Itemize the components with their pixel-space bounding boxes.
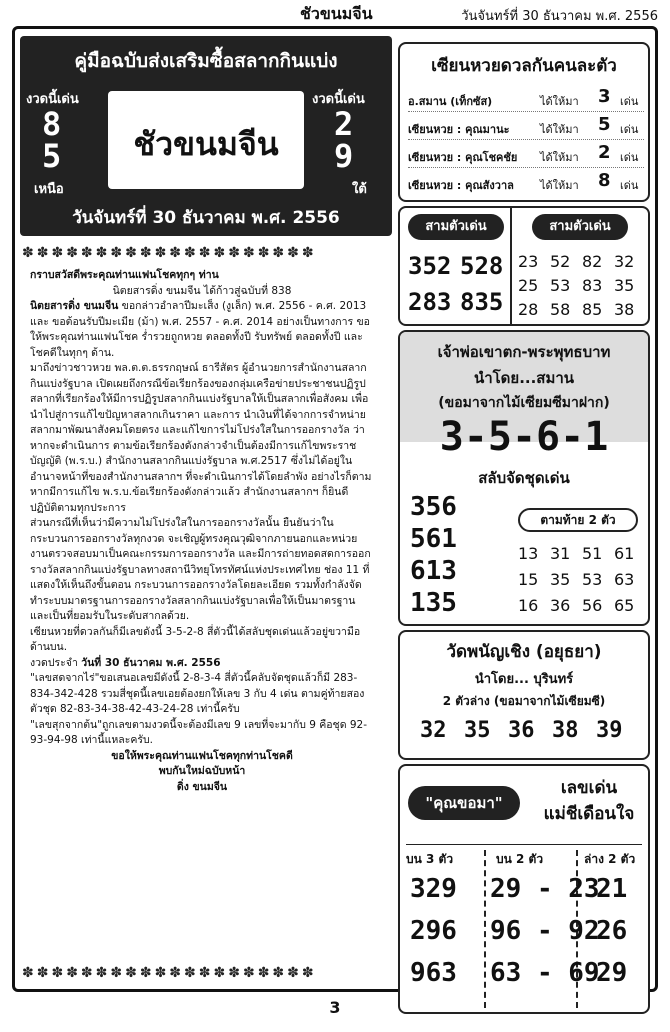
closing-3: ดิ่ง ขนมจีน (176, 780, 228, 793)
duel-box (398, 42, 650, 202)
khunkhom-value: 963 (410, 958, 457, 988)
two-digit-value: 83 (582, 276, 603, 295)
left-column (20, 36, 392, 986)
right-top-digit: 2 (334, 105, 354, 143)
monk-two-digit: 65 (614, 596, 635, 615)
monk-two-digit: 15 (518, 570, 539, 589)
two-digit-value: 28 (518, 300, 539, 319)
monk-two-digit: 36 (550, 596, 571, 615)
two-digit-value: 52 (550, 252, 571, 271)
masthead-date: วันจันทร์ที่ 30 ธันวาคม พ.ศ. 2556 (72, 208, 340, 228)
top-bar (0, 0, 670, 26)
three-digit-label-right: สามตัวเด่น (532, 214, 628, 240)
top-logo: ชัวขนมจีน (300, 4, 373, 23)
khunkhom-pill: "คุณขอมา" (408, 786, 520, 820)
two-digit-value: 38 (614, 300, 635, 319)
duel-row: เซียนหวย : คุณมานะ ได้ให้มา 5 เด่น (408, 114, 644, 140)
right-foot: ใต้ (352, 182, 367, 197)
duel-title: เซียนหวยดวลกันคนละตัว (431, 56, 617, 76)
monk-two-digit: 13 (518, 544, 539, 563)
two-digit-value: 85 (582, 300, 603, 319)
three-digit-value: 835 (460, 288, 504, 316)
three-digit-value: 528 (460, 252, 504, 280)
two-digit-value: 53 (550, 276, 571, 295)
monk-two-digit: 51 (582, 544, 603, 563)
monk-two-digit: 16 (518, 596, 539, 615)
closing-2: พบกันใหม่ฉบับหน้า (158, 765, 246, 777)
khunkhom-value: 29 (596, 958, 628, 988)
khunkhom-col-3: ล่าง 2 ตัว (584, 852, 636, 866)
paragraph-2: มาถึงข่าวชาวหวย พล.ต.ต.ธรรกฤษณ์ ธารีสัตร ผู้อำนวยการสำนักงานสลากกินแบ่งรัฐบาล เปิดเผยถึงกรณีข้อเรียกร้องของกลุ่มเครือข่ายประชาชนปฏิรูปสลากที่เรียกร้องให้มีการปฏิรูปสลากกินแบ่งรัฐบาลให้เป็นสลากเพื่อสังคม เพื่อนำไปสู่การแก้ไขปัญหาสลากเกินราคา และการ นำเงินที่ได้จากการจำหน่ายสลากมาพัฒนาสังคมโดยตรง และแก้ไขการไม่โปร่งใสในการออกรางวัล ว่า หากจะดำเนินการ ตามข้อเรียกร้องดังกล่าวจำเป็นต้องมีการแก้ไขพระราชบัญญัติ (พ.ร.บ.) สำนักงานสลากกินแบ่งรัฐบาล พ.ศ.2517 ซึ่งไม่ได้อยู่ในอำนาจหน้าที่ของสำนักงานสลากฯ ที่จะดำเนินการได้โดยลำพัง อย่างไรก็ตาม หากมีการแก้ไข พ.ร.บ.ข้อเรียกร้องดังกล่าวแล้ว สำนักงานสลากฯ ก็ยินดีปฏิบัติตามทุกประการ (30, 362, 372, 514)
issue-line: นิตยสารดิ่ง ขนมจีน ได้ก้าวสู่ฉบับที่ 838 (112, 284, 292, 297)
temple-value: 39 (596, 718, 623, 743)
article (30, 268, 374, 795)
greeting: กราบสวัสดีพระคุณท่านแฟนโชคทุกๆ ท่าน (30, 269, 219, 281)
monk-two-digit: 35 (550, 570, 571, 589)
khunkhom-col-2: บน 2 ตัว (496, 852, 544, 866)
monk-three-digit: 613 (410, 556, 457, 586)
khunkhom-box (398, 764, 650, 1014)
left-label: งวดนี้เด่น (26, 92, 79, 107)
khunkhom-value: 29 - 23 (490, 874, 600, 904)
left-foot: เหนือ (34, 182, 64, 197)
period-line: งวดประจำ วันที่ 30 ธันวาคม พ.ศ. 2556 (30, 656, 221, 669)
two-digit-value: 58 (550, 300, 571, 319)
khunkhom-divider-1 (484, 850, 486, 1008)
monk-subtitle: สลับจัดชุดเด่น (478, 469, 570, 487)
khunkhom-value: 296 (410, 916, 457, 946)
three-digit-label-left: สามตัวเด่น (408, 214, 504, 240)
temple-by: นำโดย... บุรินทร์ (474, 672, 574, 687)
star-border-bottom: ✽✽✽✽✽✽✽✽✽✽✽✽✽✽✽✽✽✽✽✽ (22, 965, 317, 981)
closing-1: ขอให้พระคุณท่านแฟนโชคทุกท่านโชคดี (111, 749, 293, 762)
khunkhom-value: 21 (596, 874, 628, 904)
khunkhom-value: 26 (596, 916, 628, 946)
right-label: งวดนี้เด่น (312, 92, 365, 107)
two-digit-value: 32 (614, 252, 635, 271)
paragraph-3: ส่วนกรณีที่เห็นว่ามีความไม่โปร่งใสในการออกรางวัลนั้น ยืนยันว่าในกระบวนการออกรางวัลทุกงวด จะเชิญผู้ทรงคุณวุฒิจากภายนอกและหน่วยงานตรวจสอบมาเป็นคณะกรรมการออกรางวัล และมีการถ่ายทอดสดการออกรางวัลสลากกินแบ่งรัฐบาลทางสถานีวิทยุโทรทัศน์แห่งประเทศไทย ช่อง 11 ที่แสดงให้เห็นถึงขั้นตอน กระบวนการออกรางวัลโดยละเอียด รวมทั้งกำลังจัดทำระบบมาตรฐานการออกรางวัลสลากกินแบ่งรัฐบาลเพื่อให้เป็นมาตรฐาน และเป็นที่ยอมรับในระดับสากลด้วย. (30, 517, 371, 622)
khunkhom-value: 63 - 69 (490, 958, 600, 988)
two-digit-value: 25 (518, 276, 539, 295)
temple-note: 2 ตัวล่าง (ขอมาจากไม้เซียมซี) (442, 694, 606, 708)
two-digit-value: 82 (582, 252, 603, 271)
monk-two-digit: 53 (582, 570, 603, 589)
page-number: 3 (329, 998, 341, 1017)
two-digit-value: 35 (614, 276, 635, 295)
masthead-logo (108, 91, 304, 189)
two-digit-value: 23 (518, 252, 539, 271)
star-border-top: ✽✽✽✽✽✽✽✽✽✽✽✽✽✽✽✽✽✽✽✽ (22, 245, 317, 261)
monk-two-digit: 63 (614, 570, 635, 589)
khunkhom-rule (406, 844, 642, 845)
khunkhom-title-1: เลขเด่น (560, 778, 618, 798)
three-digit-box (398, 206, 650, 326)
monk-title-2: นำโดย...สมาน (473, 369, 575, 387)
monk-two-digit: 31 (550, 544, 571, 563)
temple-value: 38 (552, 718, 579, 743)
top-date: วันจันทร์ที่ 30 ธันวาคม พ.ศ. 2556 (461, 9, 658, 24)
monk-two-digit: 61 (614, 544, 635, 563)
temple-title: วัดพนัญเชิง (อยุธยา) (446, 642, 602, 662)
monk-two-digit: 56 (582, 596, 603, 615)
paragraph-6: "เลขสุกจากต้น"ถูกเลขตามงวดนี้จะต้องมีเลข 9 เลขที่จะมากับ 9 คือชุด 92-93-94-98 เท่านี้แหละครับ. (30, 718, 367, 746)
masthead-logo-text: ชัวขนมจีน (133, 125, 279, 163)
duel-row: เซียนหวย : คุณโชคชัย ได้ให้มา 2 เด่น (408, 142, 644, 168)
temple-value: 35 (464, 718, 491, 743)
khunkhom-value: 96 - 92 (490, 916, 600, 946)
khunkhom-value: 329 (410, 874, 457, 904)
temple-value: 32 (420, 718, 447, 743)
monk-three-digit: 135 (410, 588, 457, 618)
khunkhom-col-1: บน 3 ตัว (406, 852, 454, 866)
temple-value: 36 (508, 718, 535, 743)
monk-title-1: เจ้าพ่อเขาตก-พระพุทธบาท (437, 343, 611, 361)
masthead-title: คู่มือฉบับส่งเสริมซื้อสลากกินแบ่ง (74, 50, 338, 72)
monk-main-number: 3-5-6-1 (439, 414, 609, 460)
paragraph-5: "เลขสดจากไร่"ขอเสนอเลขมีดังนี้ 2-8-3-4 สี่ตัวนี้คลับจัดชุดแล้วก็มี 283-834-342-428 รวมสี่ชุดนี้เลขเอยต้องยกให้เลข 3 กับ 4 เด่น ตามคู่ท้ายสองตัวชุด 82-83-34-38-42-43-24-28 เท่านี้ครับ (30, 672, 365, 715)
right-bottom-digit: 9 (334, 137, 354, 175)
duel-row: เซียนหวย : คุณสังวาล ได้ให้มา 8 เด่น (408, 170, 639, 192)
paragraph-4: เซียนหวยที่ดวลกันก็มีเลขดังนี้ 3-5-2-8 สี่ตัวนี้ได้สลับชุดเด่นแล้วอยู่ขวามือด้านบน. (30, 625, 361, 653)
paragraph-1: นิตยสารดิ่ง ขนมจีน ขอกล่าวอำลาปีมะเส็ง (งูเล็ก) พ.ศ. 2556 - ค.ศ. 2013 และ ขอต้อนรับปีมะเมีย (ม้า) พ.ศ. 2557 - ค.ศ. 2014 อย่างเป็นทางการ ขอให้พระคุณท่านแฟนโชค ร่ำรวยถูกหวย ตลอดทั้งปี รับทรัพย์ ตลอดทั้งปี และโชคดีในทุกๆ ด้าน. (30, 300, 370, 359)
monk-tail-label: ตามท้าย 2 ตัว (518, 508, 638, 532)
monk-three-digit: 561 (410, 524, 457, 554)
khunkhom-title-2: แม่ชีเดือนใจ (543, 804, 635, 824)
duel-row: อ.สมาน (เท็กซัส) ได้ให้มา 3 เด่น (408, 86, 644, 112)
monk-title-3: (ขอมาจากไม้เซียมซีมาฝาก) (438, 395, 610, 411)
monk-three-digit: 356 (410, 492, 457, 522)
monk-box (398, 330, 650, 626)
left-bottom-digit: 5 (42, 137, 62, 175)
left-top-digit: 8 (42, 105, 62, 143)
masthead (20, 36, 392, 236)
three-digit-value: 352 (408, 252, 452, 280)
three-digit-value: 283 (408, 288, 452, 316)
temple-box (398, 630, 650, 760)
three-digit-divider (510, 208, 512, 324)
